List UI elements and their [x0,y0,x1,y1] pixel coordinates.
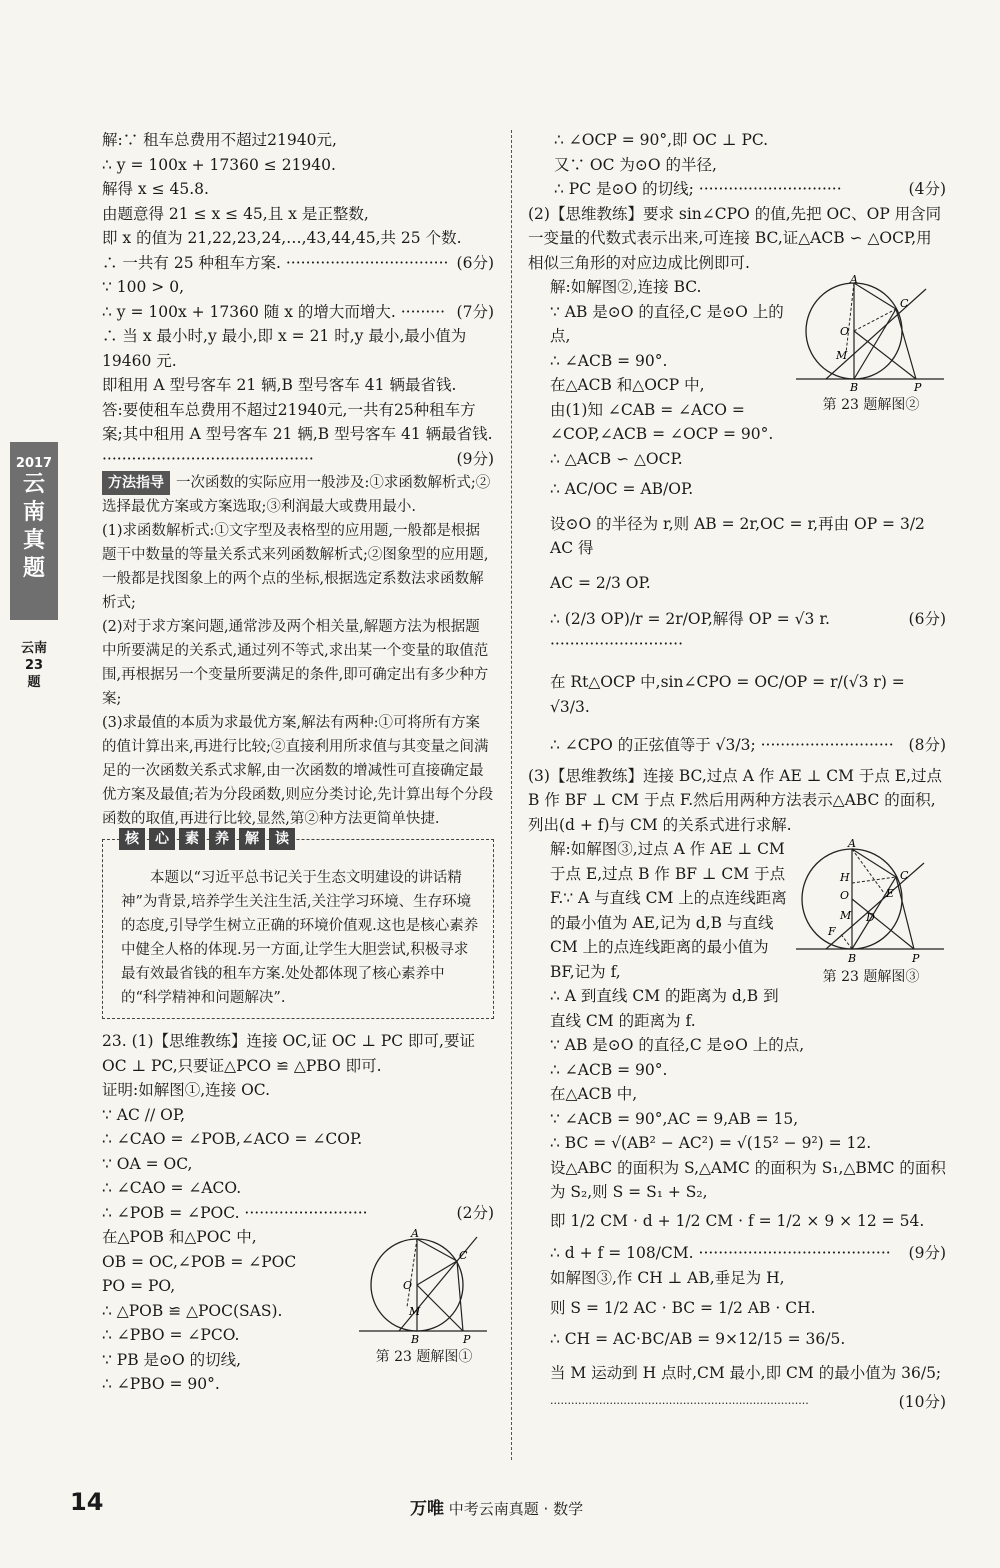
proof-line: ∴ △POB ≌ △POC(SAS). [102,1301,283,1320]
proof-line: OB = OC,∠POB = ∠POC [102,1252,297,1271]
proof-line: ∴ ∠PBO = ∠PCO. [102,1326,240,1344]
question-23: 23. (1)【思维教练】连接 OC,证 OC ⊥ PC 即可,要证 OC ⊥ PC,只要证△PCO ≌ △PBO 即可. [102,1032,475,1075]
proof-line: ∴ ∠PBO = 90°. [102,1375,220,1393]
solution-line: ∴ y = 100x + 17360 ≤ 21940. [102,155,336,174]
svg-text:A: A [411,1227,419,1240]
solution-line: 在△ACB 中, [550,1085,638,1103]
solution-line: ∴ ∠ACB = 90°. [550,1060,668,1079]
side-year: 2017 [15,456,53,471]
solution-line: ∴ AC/OC = AB/OP. [550,480,694,498]
figure-3-diagram [796,837,946,967]
line-text: ·········································································· [550,1396,809,1410]
side-char: 云 [22,472,45,497]
solution-line: 设⊙O 的半径为 r,则 AB = 2r,OC = r,再由 OP = 3/2 AC 得 [550,514,925,557]
core-title-char: 心 [149,828,175,850]
solution-line [528,733,946,758]
points: (6分) [908,610,946,628]
side-sub3: 题 [27,675,41,690]
svg-text:O: O [840,325,850,338]
page-number: 14 [70,1488,104,1516]
figure-2 [796,275,946,415]
svg-text:O: O [403,1279,413,1292]
solution-line: 即 x 的值为 21,22,23,24,…,43,44,45,共 25 个数. [102,229,462,247]
points: (10分) [898,1392,946,1411]
figure-1-caption: 第 23 题解图① [375,1349,473,1365]
solution-line: ∴ 当 x 最小时,y 最小,即 x = 21 时,y 最小,最小值为 19460 元. [102,327,467,370]
solution-line: 当 M 运动到 H 点时,CM 最小,即 CM 的最小值为 36/5; [550,1364,942,1382]
solution-line: ∵ 100 > 0, [102,278,185,296]
side-char: 南 [22,500,45,525]
think-coach: (3)【思维教练】连接 BC,过点 A 作 AE ⊥ CM 于点 E,过点 B 作 BF ⊥ CM 于点 F.然后用两种方法表示△ABC 的面积,列出(d + f)与 CM 的关系式进行求解. [528,766,943,834]
svg-text:O: O [840,889,850,902]
footer-brand [410,1494,583,1519]
solution-line [528,607,946,656]
line-text: ∴ y = 100x + 17360 随 x 的增大而增大. ········· [102,302,446,321]
proof-line [102,1201,494,1226]
points: (6分) [456,253,494,272]
left-column [102,128,494,1397]
solution-line: ∵ ∠ACB = 90°,AC = 9,AB = 15, [550,1109,799,1128]
line-text: ∴ ∠POB = ∠POC. ························· [102,1203,368,1222]
svg-text:C: C [900,297,909,310]
solution-line: ∴ A 到直线 CM 的距离为 d,B 到直线 CM 的距离为 f. [550,987,779,1030]
think-coach: (2)【思维教练】要求 sin∠CPO 的值,先把 OC、OP 用含同一变量的代数式表示出来,可连接 BC,证△ACB ∽ △OCP,用相似三角形的对应边成比例即可. [528,204,942,272]
solution-line: 在△ACB 和△OCP 中, [550,376,705,394]
proof-line: ∵ AC // OP, [102,1105,186,1124]
figure-2-diagram [796,275,946,395]
proof-line: PO = PO, [102,1277,176,1295]
solution-line [528,177,946,202]
line-text: ∴ ∠CPO 的正弦值等于 √3/3; ··························· [550,736,894,754]
points: (9分) [456,449,494,468]
solution-line: 则 S = 1/2 AC · BC = 1/2 AB · CH. [550,1299,816,1317]
side-char: 真 [22,528,45,553]
points: (9分) [908,1244,946,1262]
svg-text:M: M [836,349,848,362]
proof-line: ∴ ∠CAO = ∠ACO. [102,1179,242,1197]
solution-line: 在 Rt△OCP 中,sin∠CPO = OC/OP = r/(√3 r) = √3/3. [550,673,905,716]
solution-line: ∴ ∠ACB = 90°. [550,351,668,370]
svg-text:P: P [463,1333,471,1346]
core-title-char: 读 [269,828,295,850]
solution-line: 即租用 A 型号客车 21 辆,B 型号客车 41 辆最省钱. [102,376,457,394]
solution-line: 解:如解图③,过点 A 作 AE ⊥ CM 于点 E,过点 B 作 BF ⊥ CM 于点 F.∵ A 与直线 CM 上的点连线距离的最小值为 AE,记为 d,B 与直线 CM 上的点连线距离的最小值为 BF,记为 f, [550,840,787,981]
svg-text:E: E [886,887,895,900]
solution-line [528,1390,946,1417]
figure-3-caption: 第 23 题解图③ [822,969,920,985]
core-title-char: 解 [239,828,265,850]
side-sub2: 23 [24,658,44,673]
method-item: (3)求最值的本质为求最优方案,解法有两种:①可将所有方案的值计算出来,再进行比较;②直接利用所求值与其变量之间满足的一次函数关系式求解,由一次函数的增减性可直接确定最优方案及最值;若为分段函数,则应分类讨论,先计算出每个分段函数的取值,再进行比较,显然,第②种方法更简单快捷. [102,715,494,827]
svg-text:H: H [840,871,850,884]
line-text: ∴ d + f = 108/CM. ······································· [550,1244,891,1262]
proof-line: ∴ ∠CAO = ∠POB,∠ACO = ∠COP. [102,1130,363,1148]
svg-text:A: A [848,837,856,850]
svg-text:F: F [828,925,836,938]
solution-line: 解:如解图②,连接 BC. [550,278,702,296]
book-title: 中考云南真题 · 数学 [448,1500,584,1518]
svg-text:D: D [866,911,875,924]
method-item: (1)求函数解析式:①文字型及表格型的应用题,一般都是根据题干中数量的等量关系式来列函数解析式;②图象型的应用题,一般都是找图象上的两个点的坐标,根据选定系数法求函数解析式; [102,523,489,611]
side-tab [10,442,58,620]
core-text: 本题以“习近平总书记关于生态文明建设的讲话精神”为背景,培养学生关注生活,关注学习环境、生存环境的态度,引导学生树立正确的环境价值观.这也是核心素养中健全人格的体现.另一方面,让学生大胆尝试,积极寻求最有效最省钱的租车方案.处处都体现了核心素养中的“科学精神和问题解决”. [121,870,479,1006]
side-sub1: 云南 [20,641,47,656]
solution-line: 又∵ OC 为⊙O 的半径, [554,155,717,174]
core-title-char: 养 [209,828,235,850]
solution-line: 解:∵ 租车总费用不超过21940元, [102,131,337,149]
solution-line [102,251,494,276]
solution-line: AC = 2/3 OP. [550,573,651,592]
solution-line: 如解图③,作 CH ⊥ AB,垂足为 H, [550,1268,785,1287]
line-text: ∴ (2/3 OP)/r = 2r/OP,解得 OP = √3 r. ··························· [550,610,830,653]
points: (2分) [456,1203,494,1222]
method-tag: 方法指导 [102,471,170,495]
solution-line: 解得 x ≤ 45.8. [102,180,209,198]
svg-text:P: P [912,952,920,965]
solution-line [102,300,494,325]
svg-text:A: A [850,275,858,286]
figure-3 [796,837,946,987]
svg-text:B: B [850,381,859,394]
solution-line: ∴ CH = AC·BC/AB = 9×12/15 = 36/5. [550,1329,846,1348]
line-text: ∴ 一共有 25 种租车方案. ································· [102,253,449,272]
figure-2-caption: 第 23 题解图② [822,397,920,413]
solution-line: 即 1/2 CM · d + 1/2 CM · f = 1/2 × 9 × 12 = 54. [550,1211,925,1230]
solution-line: ∵ AB 是⊙O 的直径,C 是⊙O 上的点, [550,1036,805,1054]
svg-text:P: P [914,381,922,394]
line-text: ∴ PC 是⊙O 的切线; ····························· [554,180,842,198]
side-char: 题 [22,556,45,581]
proof-line: 在△POB 和△POC 中, [102,1228,257,1246]
solution-line: 由题意得 21 ≤ x ≤ 45,且 x 是正整数, [102,204,369,223]
method-item: (2)对于求方案问题,通常涉及两个相关量,解题方法为根据题中所要满足的关系式,通过列不等式,求出某一个变量的取值范围,再根据另一个变量所要满足的条件,即可确定出有多少种方案; [102,619,489,707]
core-title [119,828,295,850]
side-question-label [14,640,54,691]
svg-text:C: C [459,1249,468,1262]
proof-line: 证明:如解图①,连接 OC. [102,1081,271,1099]
solution-line: ∵ AB 是⊙O 的直径,C 是⊙O 上的点, [550,302,784,345]
core-title-char: 素 [179,828,205,850]
core-literacy-box [102,831,494,1019]
solution-line: ∴ BC = √(AB² − AC²) = √(15² − 9²) = 12. [550,1134,872,1152]
method-text: 一次函数的实际应用一般涉及:①求函数解析式;②选择最优方案或方案选取;③利润最大或费用最小. [102,475,491,515]
svg-text:M: M [840,909,852,922]
svg-text:B: B [848,952,857,965]
brand-logo-text: 万唯 [410,1499,444,1519]
svg-text:B: B [411,1333,420,1346]
solution-line: ∴ ∠OCP = 90°,即 OC ⊥ PC. [554,131,769,149]
method-guide [102,471,494,519]
points: (4分) [908,180,946,198]
solution-line: 由(1)知 ∠CAB = ∠ACO = ∠COP,∠ACB = ∠OCP = 90°. [550,400,774,443]
solution-line: 设△ABC 的面积为 S,△AMC 的面积为 S₁,△BMC 的面积为 S₂,则 S = S₁ + S₂, [550,1158,946,1201]
figure-1 [354,1227,494,1367]
line-text: 答:要使租车总费用不超过21940元,一共有25种租车方案;其中租用 A 型号客车 21 辆,B 型号客车 41 辆最省钱. ··········································· [102,400,493,468]
core-title-char: 核 [119,828,145,850]
svg-text:C: C [900,869,909,882]
solution-line [102,398,494,472]
right-column [528,128,946,1416]
svg-text:M: M [409,1305,421,1318]
column-divider [511,130,512,1460]
solution-line [528,1241,946,1266]
proof-line: ∵ PB 是⊙O 的切线, [102,1350,242,1369]
proof-line: ∵ OA = OC, [102,1154,193,1173]
solution-line: ∴ △ACB ∽ △OCP. [550,449,683,468]
points: (7分) [456,302,494,321]
points: (8分) [908,736,946,754]
figure-1-diagram [359,1227,489,1347]
